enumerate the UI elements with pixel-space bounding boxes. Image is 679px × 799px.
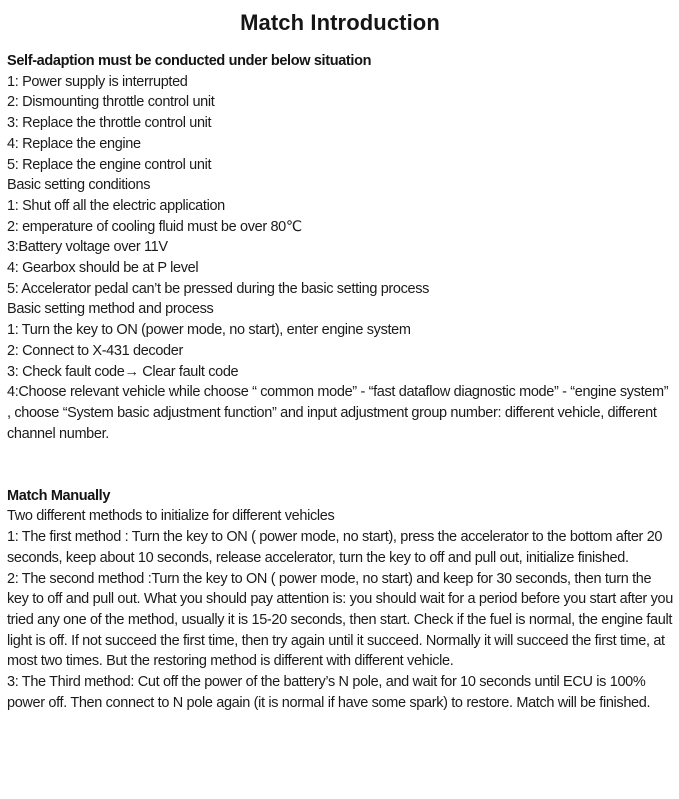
paragraph: 2: emperature of cooling fluid must be over 80℃ [7,218,302,235]
section-heading: Match Manually [7,487,111,504]
paragraph: Basic setting method and process [7,301,214,318]
page-title: Match Introduction [240,10,440,35]
paragraph: 2: Connect to X-431 decoder [7,342,183,359]
paragraph: 4: Gearbox should be at P level [7,260,199,277]
paragraph: 3: Check fault code→ Clear fault code [7,363,239,380]
paragraph: 5: Replace the engine control unit [7,156,212,173]
document-body [7,51,673,713]
section-heading: Self-adaption must be conducted under below situation [7,53,372,69]
paragraph: 1: The first method : Turn the key to ON ( power mode, no start), press the accelerator to the bottom after 20 seconds, keep about 10 seconds, release accelerator, turn the key to off and pull out, initialize finished. [7,529,663,566]
paragraph: 4: Replace the engine [7,135,141,152]
paragraph: 5: Accelerator pedal can’t be pressed during the basic setting process [7,280,430,297]
paragraph: 1: Turn the key to ON (power mode, no start), enter engine system [7,322,411,339]
paragraph: 1: Power supply is interrupted [7,73,188,90]
paragraph: 2: Dismounting throttle control unit [7,94,215,111]
paragraph: 1: Shut off all the electric application [7,197,225,214]
paragraph: 3: The Third method: Cut off the power of the battery’s N pole, and wait for 10 seconds until ECU is 100% power off. Then connect to N pole again (it is normal if have some spark) to restore. Match will be finished. [7,674,651,711]
paragraph: 3: Replace the throttle control unit [7,115,212,132]
paragraph: Basic setting conditions [7,177,151,194]
paragraph: 2: The second method :Turn the key to ON ( power mode, no start) and keep for 30 seconds, then turn the key to off and pull out. What you should pay attention is: you should wait for a period before you start after you tried any one of the method, usually it is 15-20 seconds, then start. Check if the fuel is normal, the engine fault light is off. If not succeed the first time, then try again until it succeed. Normally it will succeed the first time, at most two times. But the restoring method is different with different vehicle. [7,570,673,670]
paragraph: 3:Battery voltage over 11V [7,239,168,256]
paragraph: Two different methods to initialize for different vehicles [7,508,335,525]
section-spacer [7,444,673,485]
paragraph: 4:Choose relevant vehicle while choose “ common mode” - “fast dataflow diagnostic mode” - “engine system” , choose “System basic adjustment function” and input adjustment group number: different vehicle, different channel number. [7,384,669,442]
